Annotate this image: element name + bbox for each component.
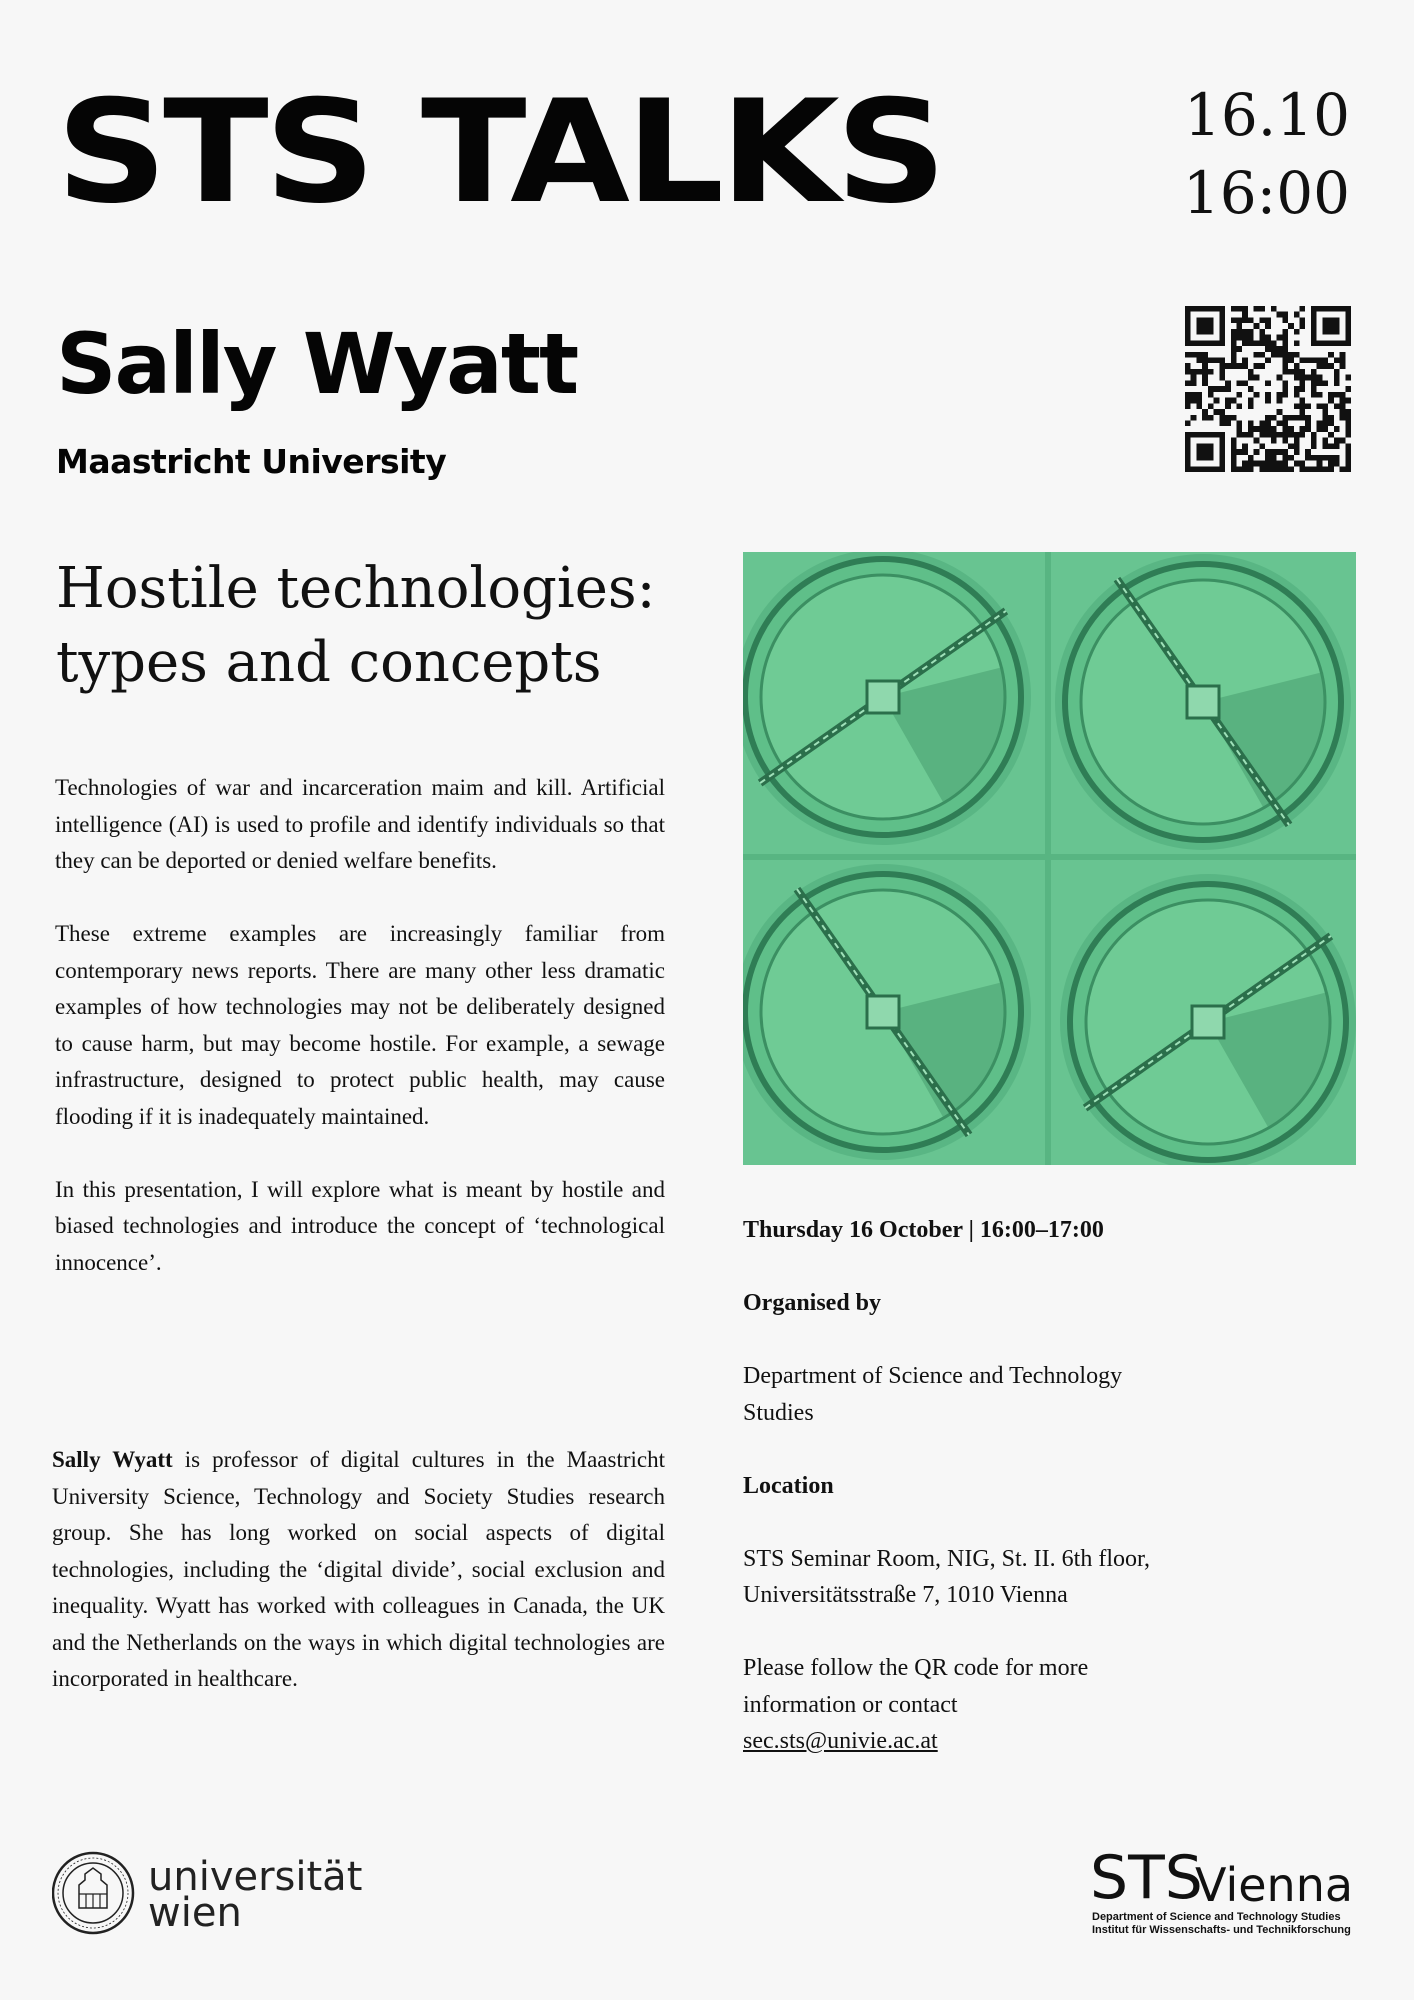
event-date: 16.10 — [1183, 81, 1350, 149]
university-seal-icon — [53, 1853, 133, 1933]
talk-title-line-2: types and concepts — [56, 630, 602, 695]
bio-name: Sally Wyatt — [52, 1447, 173, 1472]
bio-text: is professor of digital cultures in the Maastricht University Science, Technology and Society Studies research group. She has long worked on social aspects of digital technologies, including the ‘digital divide’, social exclusion and inequality. Wyatt has worked with colleagues in Canada, the UK and the Netherlands on the ways in which digital technologies are incorporated in healthcare. — [52, 1447, 666, 1691]
abstract-paragraph: In this presentation, I will explore what is meant by hostile and biased technologies and introduce the concept of ‘technological innocence’. — [55, 1176, 665, 1275]
location-line-1: STS Seminar Room, NIG, St. II. 6th floor, — [743, 1545, 1151, 1572]
speaker-bio — [52, 1442, 665, 1698]
contact-email-link[interactable]: sec.sts@univie.ac.at — [743, 1728, 938, 1754]
event-datetime: Thursday 16 October | 16:00–17:00 — [743, 1217, 1104, 1243]
location-line-2: Universitätsstraße 7, 1010 Vienna — [743, 1582, 1068, 1608]
abstract-paragraph: Technologies of war and incarceration maim and kill. Artificial intelligence (AI) is used to profile and identify individuals so that they can be deported or denied welfare benefits. — [55, 775, 665, 873]
sts-logo-mark: STS — [1090, 1843, 1203, 1913]
talk-title — [56, 552, 696, 700]
contact-line-1: Please follow the QR code for more — [743, 1655, 1089, 1681]
uni-logo-line-2: wien — [148, 1890, 242, 1936]
talk-title-line-1: Hostile technologies: — [56, 556, 656, 621]
uni-logo-line-1: universität — [148, 1854, 363, 1900]
bio-paragraph — [52, 1442, 665, 1698]
abstract-paragraph: These extreme examples are increasingly familiar from contemporary news reports. There are many other less dramatic examples of how technologies may not be deliberately designed to cause harm, but may become hostile. For example, a sewage infrastructure, designed to protect public health, may cause flooding if it is inadequately maintained. — [55, 921, 665, 1129]
universitaet-wien-logo — [52, 1850, 382, 1936]
contact-line-2: information or contact — [743, 1691, 958, 1718]
speaker-affiliation: Maastricht University — [56, 442, 447, 481]
qr-code[interactable] — [1185, 306, 1351, 472]
event-title: STS TALKS — [56, 70, 943, 235]
event-info — [743, 1212, 1343, 1760]
sts-logo-subtitle-1: Department of Science and Technology Studies — [1092, 1911, 1341, 1923]
sts-logo-subtitle-2: Institut für Wissenschafts- und Technikforschung — [1092, 1924, 1351, 1936]
organiser-line-1: Department of Science and Technology — [743, 1363, 1123, 1389]
organiser-line-2: Studies — [743, 1399, 814, 1426]
abstract — [55, 770, 665, 1281]
sts-vienna-logo — [1090, 1843, 1358, 1936]
sts-logo-vienna: Vienna — [1195, 1858, 1354, 1912]
location-label: Location — [743, 1472, 834, 1499]
event-time: 16:00 — [1182, 159, 1350, 227]
clarifier-tanks-photo — [743, 552, 1356, 1165]
speaker-name: Sally Wyatt — [56, 315, 578, 413]
organised-by-label: Organised by — [743, 1290, 882, 1316]
